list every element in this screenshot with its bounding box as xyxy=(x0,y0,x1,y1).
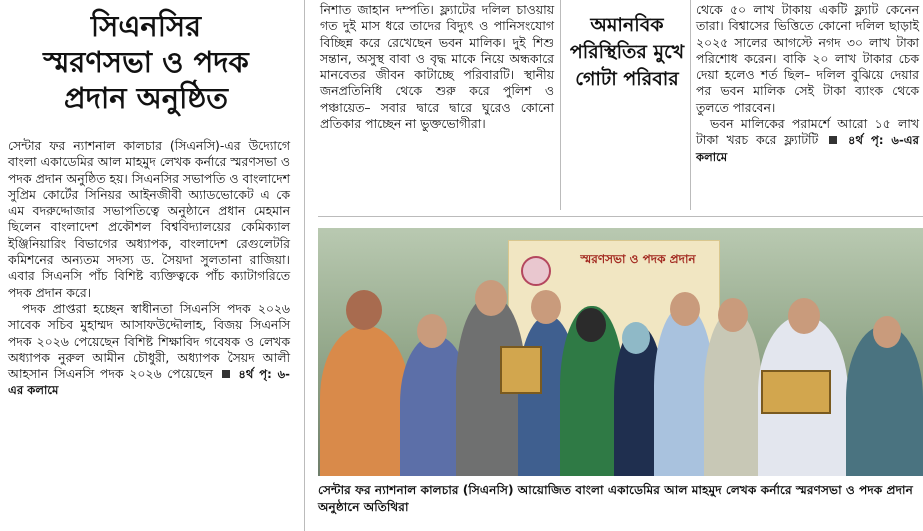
article-left-paragraph-1: সেন্টার ফর ন্যাশনাল কালচার (সিএনসি)-এর উদ্যোগে বাংলা একাডেমির আল মাহমুদ লেখক কর্নারে স্মরণসভা ও পদক প্রদান অনুষ্ঠিত হয়। সিএনসির সভাপতি ও বাংলাদেশ সুপ্রিম কোর্টের সিনিয়র আইনজীবী অ্যাডভোকেট এ কে এম বদরুদ্দোজার সভাপতিত্বে অনুষ্ঠানে প্রধান মেহমান ছিলেন বাংলাদেশ প্রকৌশল বিশ্ববিদ্যালয়ের কেমিক্যাল ইঞ্জিনিয়ারিং বিভাগের অধ্যাপক, বাংলাদেশ রেগুলেটরি কমিশনের অন্যতম সদস্য ড. সৈয়দা সুলতানা রাজিয়া। এবার সিএনসি পাঁচ বিশিষ্ট ব্যক্তিত্বকে পাঁচ ক্যাটাগরিতে পদক প্রদান করে। xyxy=(8,138,290,300)
article-left-paragraph-2-text: পদক প্রাপ্তরা হচ্ছেন স্বাধীনতা সিএনসি পদক ২০২৬ সাবেক সচিব মুহাম্মদ আসাফউদ্দৌলাহ, বিজয় সিএনসি পদক ২০২৬ পেয়েছেন বিশিষ্ট শিক্ষাবিদ গবেষক ও লেখক অধ্যাপক নুরুল আমীন চৌধুরী, অধ্যাপক সৈয়দ আলী আহসান সিএনসি পদক ২০২৬ পেয়েছেন xyxy=(8,300,290,382)
subhead-box xyxy=(565,0,689,210)
article-middle-paragraph: নিশাত জাহান দম্পতি। ফ্ল্যাটের দলিল চাওয়ায় গত দুই মাস ধরে তাদের বিদ্যুৎ ও পানিসংযোগ বিচ্ছিন্ন করে রেখেছেন ভবন মালিক। দুই শিশু সন্তান, অসুস্থ বাবা ও বৃদ্ধ মাকে নিয়ে অন্ধকারে মানবেতর জীবন কাটাচ্ছে পরিবারটি। স্থানীয় জনপ্রতিনিধি থেকে শুরু করে পুলিশ ও পঞ্চায়েত– সবার দ্বারে দ্বারে ঘুরেও কোনো প্রতিকার পাচ্ছেন না ভুক্তভোগীরা। xyxy=(320,2,554,132)
continuation-note-left: ৪র্থ পৃ: ৬-এর কলামে xyxy=(8,367,290,398)
article-right-body xyxy=(692,2,923,165)
column-divider-mid-left xyxy=(560,0,561,210)
person-1-head xyxy=(346,290,382,330)
person-8-head xyxy=(718,298,748,332)
continuation-square-icon xyxy=(222,370,230,378)
person-8 xyxy=(704,311,762,476)
person-10 xyxy=(846,326,923,476)
column-divider-mid-right xyxy=(690,0,691,210)
subhead-line-3: গোটা পরিবার xyxy=(575,68,679,90)
article-middle-body xyxy=(318,2,556,132)
section-divider xyxy=(318,216,923,217)
photo-caption: সেন্টার ফর ন্যাশনাল কালচার (সিএনসি) আয়োজিত বাংলা একাডেমির আল মাহমুদ লেখক কর্নারে স্মরণসভা ও পদক প্রদান অনুষ্ঠানে অতিথিরা xyxy=(318,483,913,514)
article-right-paragraph-2 xyxy=(696,116,919,165)
banner-flower-logo-icon xyxy=(521,256,551,286)
headline-line-1: সিএনসির xyxy=(90,9,202,43)
article-right-paragraph-2-text: ভবন মালিকের পরামর্শে আরো ১৫ লাখ টাকা খরচ করে ফ্ল্যাটটি xyxy=(696,116,919,148)
subhead-line-2: পরিস্থিতির মুখে xyxy=(569,41,685,63)
subhead-inhuman xyxy=(565,12,689,93)
headline-line-2: স্মরণসভা ও পদক xyxy=(43,45,249,79)
headline-cnc xyxy=(0,8,292,116)
article-middle xyxy=(318,0,556,132)
article-left-body xyxy=(0,138,292,399)
headline-line-3: প্রদান অনুষ্ঠিত xyxy=(63,81,229,115)
person-1 xyxy=(320,326,410,476)
person-5-head xyxy=(576,308,606,342)
award-plaque-left xyxy=(500,346,542,394)
article-left-paragraph-2 xyxy=(8,301,290,399)
article-right-paragraph-1: থেকে ৫০ লাখ টাকায় একটি ফ্ল্যাট কেনেন তারা। বিশ্বাসের ভিত্তিতে কোনো দলিল ছাড়াই ২০২৫ সালের আগস্টে নগদ ৩০ লাখ টাকা পরিশোধ করেন। বাকি ২০ লাখ টাকার চেক দেয়া হলেও শর্ত ছিল– দলিল বুঝিয়ে দেয়ার পর ভবন মালিক সেই টাকা ব্যাংক থেকে তুলতে পারবেন। xyxy=(696,2,919,115)
person-6-head xyxy=(622,322,650,354)
column-divider-left xyxy=(304,0,305,531)
article-left xyxy=(0,0,292,399)
person-10-head xyxy=(873,316,901,348)
event-photo xyxy=(318,228,923,476)
banner-title: স্মরণসভা ও পদক প্রদান xyxy=(580,252,696,266)
subhead-line-1: অমানবিক xyxy=(590,14,664,36)
continuation-square-icon-right xyxy=(829,136,837,144)
person-3-head xyxy=(475,280,507,316)
award-plaque-right xyxy=(761,370,831,414)
person-9-head xyxy=(788,298,820,334)
continuation-note-right: ৪র্থ পৃ: ৬-এর কলামে xyxy=(696,133,919,164)
person-4-head xyxy=(531,290,561,324)
person-2-head xyxy=(417,314,447,348)
article-right xyxy=(692,0,923,165)
person-7-head xyxy=(670,292,700,326)
